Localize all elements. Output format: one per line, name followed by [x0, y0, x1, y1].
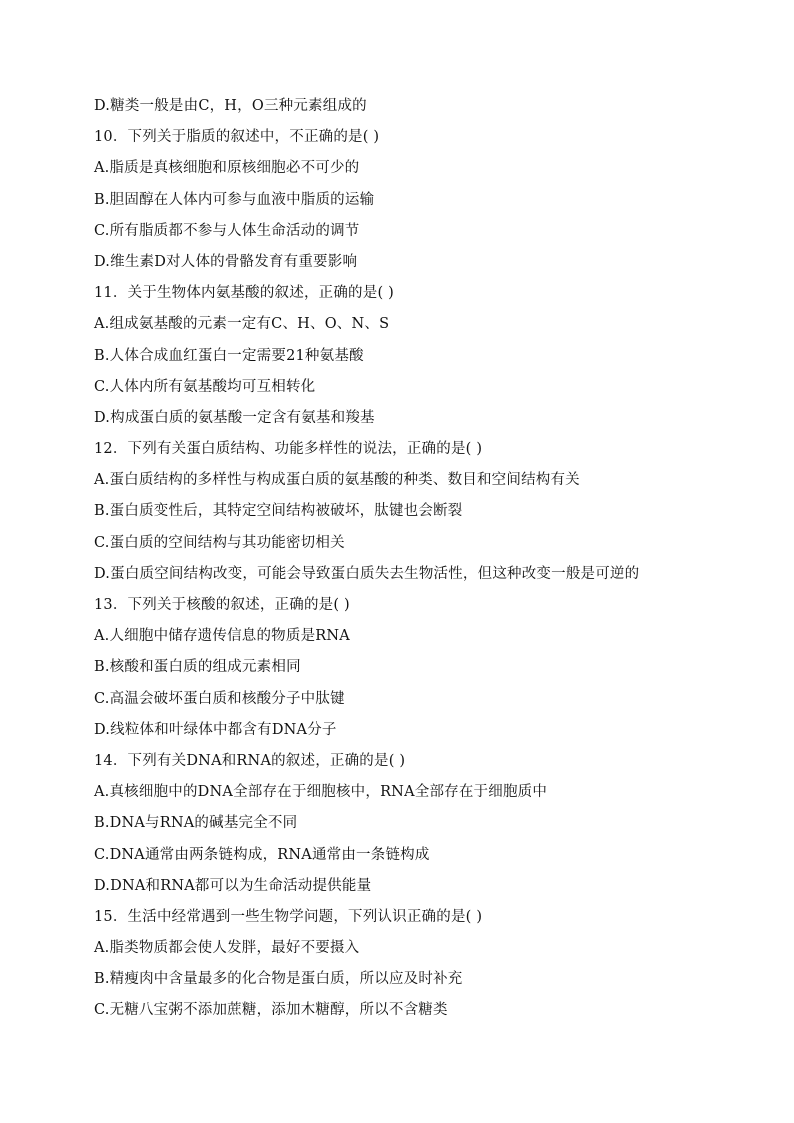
option-line: B.DNA与RNA的碱基完全不同 [94, 815, 298, 832]
option-line: A.真核细胞中的DNA全部存在于细胞核中，RNA全部存在于细胞质中 [94, 784, 548, 801]
option-line: C.蛋白质的空间结构与其功能密切相关 [94, 534, 345, 551]
option-line: C.人体内所有氨基酸均可互相转化 [94, 378, 316, 395]
option-line: C.DNA通常由两条链构成，RNA通常由一条链构成 [94, 846, 430, 863]
option-line: B.人体合成血红蛋白一定需要21种氨基酸 [94, 347, 364, 364]
option-line: C.高温会破坏蛋白质和核酸分子中肽键 [94, 690, 345, 707]
option-line: B.核酸和蛋白质的组成元素相同 [94, 659, 301, 676]
document-page [94, 91, 734, 1027]
question-line: 12．下列有关蛋白质结构、功能多样性的说法，正确的是( ) [94, 441, 483, 458]
question-line: 15．生活中经常遇到一些生物学问题，下列认识正确的是( ) [94, 908, 483, 925]
option-line: D.维生素D对人体的骨骼发育有重要影响 [94, 253, 358, 270]
option-line: A.脂类物质都会使人发胖，最好不要摄入 [94, 940, 360, 957]
question-line: 11．关于生物体内氨基酸的叙述，正确的是( ) [94, 285, 394, 302]
option-line: D.线粒体和叶绿体中都含有DNA分子 [94, 721, 337, 738]
question-line: 14．下列有关DNA和RNA的叙述，正确的是( ) [94, 752, 406, 769]
option-line: C.无糖八宝粥不添加蔗糖，添加木糖醇，所以不含糖类 [94, 1002, 448, 1019]
option-line: B.蛋白质变性后，其特定空间结构被破坏，肽键也会断裂 [94, 503, 463, 520]
option-line: B.胆固醇在人体内可参与血液中脂质的运输 [94, 191, 375, 208]
option-line: A.组成氨基酸的元素一定有C、H、O、N、S [94, 316, 390, 333]
option-line: A.人细胞中储存遗传信息的物质是RNA [94, 628, 350, 645]
question-line: 13．下列关于核酸的叙述，正确的是( ) [94, 597, 350, 613]
option-line: A.蛋白质结构的多样性与构成蛋白质的氨基酸的种类、数目和空间结构有关 [94, 472, 580, 489]
option-line: D.蛋白质空间结构改变，可能会导致蛋白质失去生物活性，但这种改变一般是可逆的 [94, 565, 640, 582]
option-line: B.精瘦肉中含量最多的化合物是蛋白质，所以应及时补充 [94, 971, 463, 988]
option-line: D.构成蛋白质的氨基酸一定含有氨基和羧基 [94, 409, 375, 426]
option-line: D.DNA和RNA都可以为生命活动提供能量 [94, 877, 372, 894]
option-line: C.所有脂质都不参与人体生命活动的调节 [94, 222, 360, 239]
option-line: D.糖类一般是由C，H，O三种元素组成的 [94, 98, 367, 114]
option-line: A.脂质是真核细胞和原核细胞必不可少的 [94, 160, 360, 177]
question-line: 10．下列关于脂质的叙述中，不正确的是( ) [94, 129, 380, 146]
